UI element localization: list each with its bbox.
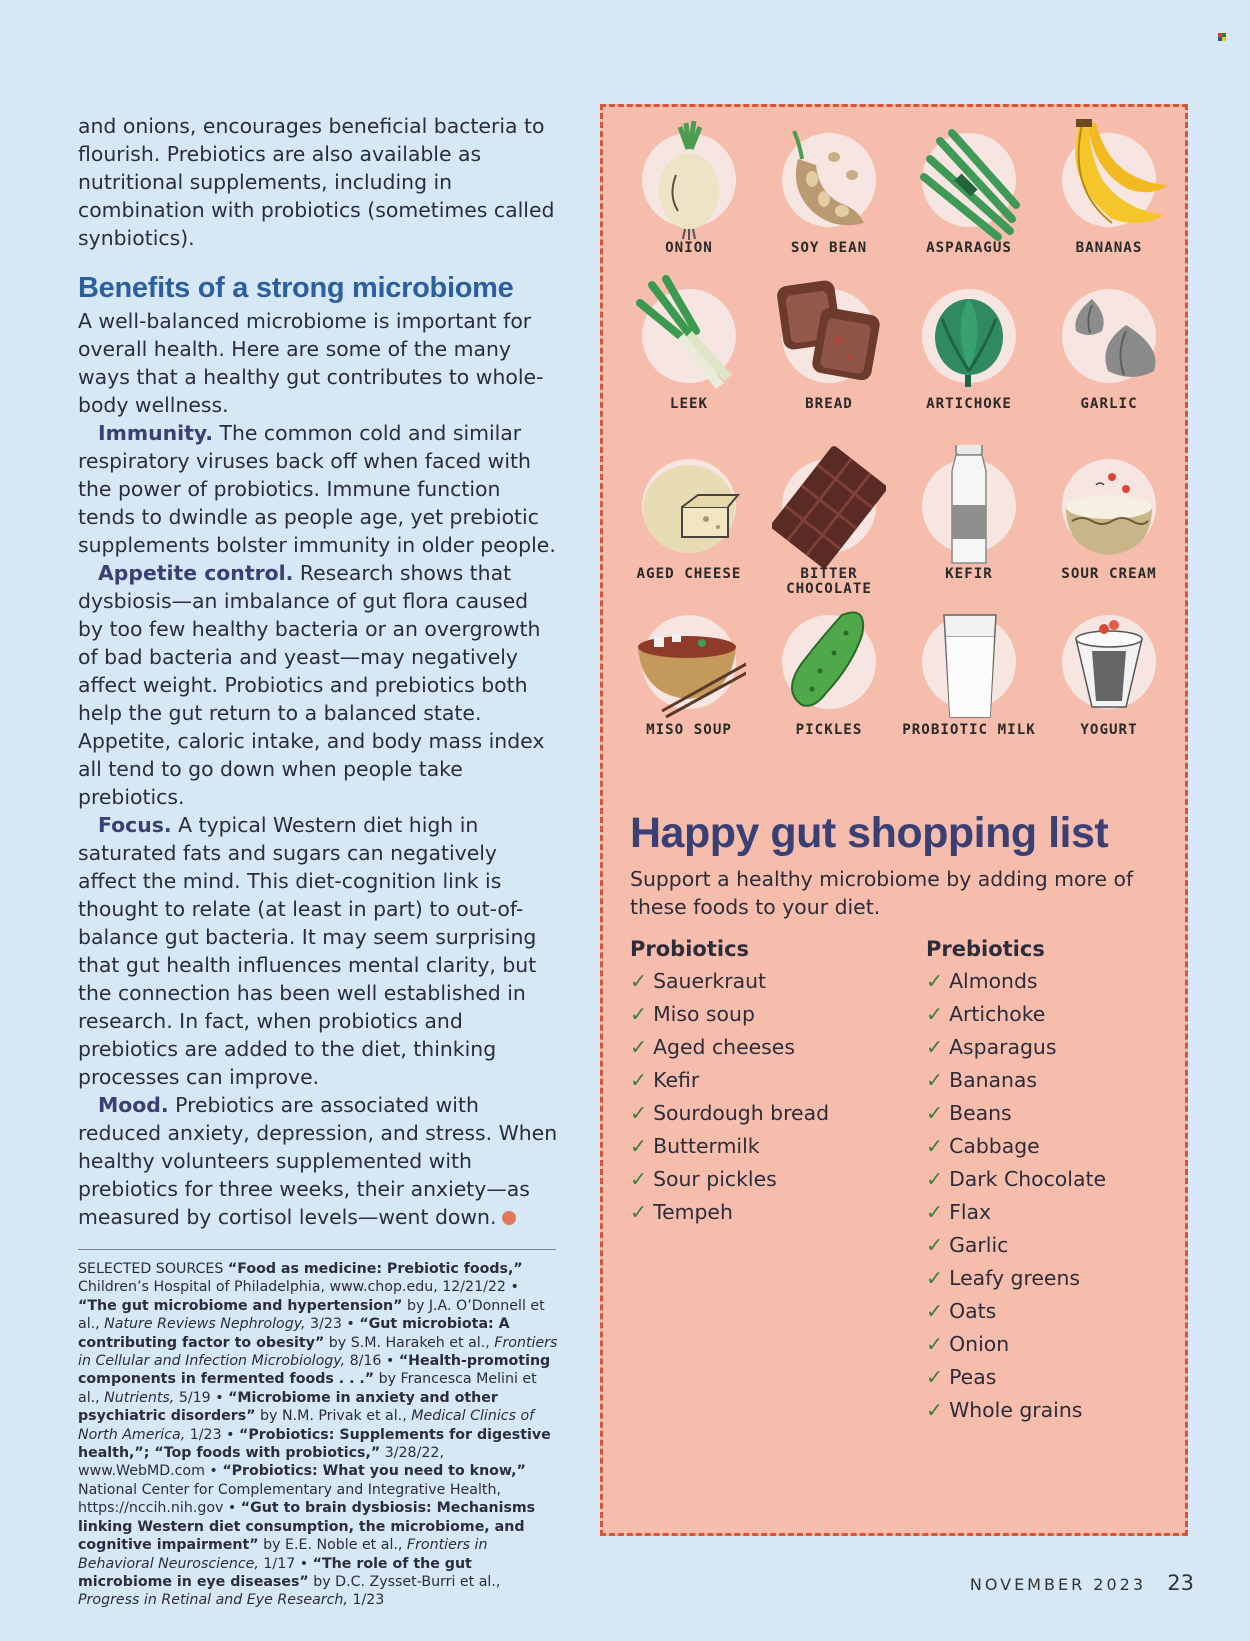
end-mark-icon [502, 1211, 516, 1225]
check-icon: ✓ [926, 1200, 944, 1224]
source-text: by E.E. Noble et al., [258, 1537, 407, 1554]
check-icon: ✓ [926, 1035, 944, 1059]
source-journal: Medical Clinics of North America, [78, 1408, 535, 1443]
source-journal: Frontiers in Cellular and Infection Microbiology, [78, 1334, 558, 1370]
source-text: by J.A. O’Donnell et al., [78, 1297, 545, 1333]
shopping-list-box [600, 104, 1188, 1536]
source-text: by Francesca Melini et al., [78, 1371, 537, 1406]
list-item-label: Cabbage [949, 1134, 1040, 1158]
list-item [630, 998, 829, 1031]
shopping-list-subtitle: Support a healthy microbiome by adding more of these foods to your diet. [630, 867, 1134, 919]
food-label: YOGURT [1080, 722, 1138, 738]
source-title: “Microbiome in anxiety and other psychiatric disorders” [78, 1389, 498, 1425]
shopping-list-title: Happy gut shopping list [630, 809, 1109, 857]
sources-label: SELECTED SOURCES [78, 1261, 228, 1277]
source-text: 3/23 • [305, 1316, 360, 1333]
list-item [926, 1196, 1106, 1229]
immunity-lead: Immunity. [98, 421, 214, 445]
source-title: “Probiotics: Supplements for digestive health,”; “Top foods with probiotics,” [78, 1426, 551, 1462]
mood-lead: Mood. [98, 1093, 169, 1117]
source-title: “The role of the gut microbiome in eye diseases” [78, 1555, 472, 1590]
list-item-label: Aged cheeses [653, 1035, 795, 1059]
kefir-icon [922, 459, 1016, 553]
check-icon: ✓ [926, 1266, 944, 1290]
leek-icon [642, 289, 736, 383]
food-item-artichoke [899, 289, 1039, 412]
food-label: ARTICHOKE [926, 396, 1012, 412]
source-text: 8/16 • [345, 1353, 399, 1370]
list-item [630, 1097, 829, 1130]
yogurt-icon [1062, 615, 1156, 709]
food-label: ASPARAGUS [926, 240, 1012, 256]
food-item-leek [619, 289, 759, 412]
list-item-label: Sauerkraut [653, 969, 766, 993]
food-label: BREAD [805, 396, 853, 412]
check-icon: ✓ [926, 1167, 944, 1191]
check-icon: ✓ [926, 1134, 944, 1158]
color-mark-icon [1218, 33, 1226, 41]
food-item-miso-soup [619, 615, 759, 738]
list-item [926, 1130, 1106, 1163]
appetite-text: Research shows that dysbiosis—an imbalance of gut flora caused by too few healthy bacteria or an overgrowth of bad bacteria and yeast—may negatively affect weight. Probiotics and prebiotics both help the gut return to a balanced state. Appetite, caloric intake, and body mass index all tend to go down when people take prebiotics. [78, 561, 545, 809]
list-item-label: Whole grains [949, 1398, 1083, 1422]
food-item-kefir [899, 459, 1039, 582]
source-text: by N.M. Privak et al., [255, 1408, 412, 1425]
food-label: AGED CHEESE [636, 566, 742, 582]
food-label: PROBIOTIC MILK [902, 722, 1036, 738]
list-item [630, 1196, 829, 1229]
source-text: 5/19 • [174, 1389, 229, 1406]
check-icon: ✓ [630, 1167, 648, 1191]
check-icon: ✓ [926, 1299, 944, 1323]
soy-bean-icon [782, 133, 876, 227]
asparagus-icon [922, 133, 1016, 227]
source-title: “Gut to brain dysbiosis: Mechanisms linking Western diet consumption, the microbiome, and cognitive impairment” [78, 1500, 536, 1554]
list-item [926, 998, 1106, 1031]
miso-soup-icon [642, 615, 736, 709]
list-item [926, 1361, 1106, 1394]
source-journal: Progress in Retinal and Eye Research, [78, 1592, 348, 1609]
food-item-probiotic-milk [899, 615, 1039, 738]
list-item [630, 1031, 829, 1064]
list-item [926, 965, 1106, 998]
list-item-label: Beans [949, 1101, 1012, 1125]
page-number: 23 [1167, 1571, 1194, 1595]
food-item-asparagus [899, 133, 1039, 256]
focus-paragraph [78, 811, 558, 1091]
food-label: ONION [665, 240, 713, 256]
list-item [926, 1262, 1106, 1295]
check-icon: ✓ [926, 1398, 944, 1422]
garlic-icon [1062, 289, 1156, 383]
food-label: BITTER CHOCOLATE [786, 566, 872, 597]
check-icon: ✓ [926, 1002, 944, 1026]
list-item [926, 1097, 1106, 1130]
list-item-label: Flax [949, 1200, 992, 1224]
source-text: Children’s Hospital of Philadelphia, www.chop.edu, 12/21/22 • [78, 1279, 519, 1296]
list-item [926, 1031, 1106, 1064]
immunity-paragraph [78, 419, 558, 559]
probiotics-column [630, 937, 829, 1229]
food-label: MISO SOUP [646, 722, 732, 738]
food-item-soy-bean [759, 133, 899, 256]
list-item [926, 1064, 1106, 1097]
selected-sources [78, 1260, 558, 1610]
list-item-label: Sourdough bread [653, 1101, 830, 1125]
check-icon: ✓ [630, 969, 648, 993]
list-item [926, 1295, 1106, 1328]
mood-paragraph [78, 1091, 558, 1231]
list-item-label: Sour pickles [653, 1167, 777, 1191]
source-journal: Nature Reviews Nephrology, [104, 1316, 306, 1333]
probiotics-list [630, 965, 829, 1229]
list-item-label: Onion [949, 1332, 1010, 1356]
source-title: “Gut microbiota: A contributing factor to obesity” [78, 1316, 510, 1351]
list-item-label: Oats [949, 1299, 997, 1323]
prebiotics-list [926, 965, 1106, 1427]
source-text: 3/28/22, www.WebMD.com • [78, 1445, 444, 1480]
source-journal: Frontiers in Behavioral Neuroscience, [78, 1537, 488, 1572]
list-item-label: Asparagus [949, 1035, 1057, 1059]
list-item-label: Peas [949, 1365, 997, 1389]
cheese-icon [642, 459, 736, 553]
list-item [630, 1064, 829, 1097]
source-text: National Center for Complementary and Integrative Health, https://nccih.nih.gov • [78, 1481, 501, 1517]
prebiotics-column [926, 937, 1106, 1427]
food-label: SOUR CREAM [1061, 566, 1157, 582]
list-item-label: Tempeh [653, 1200, 733, 1224]
immunity-text: The common cold and similar respiratory viruses back off when faced with the power of probiotics. Immune function tends to dwindle as people age, yet prebiotic supplements bolster immunity in older people. [78, 421, 556, 557]
check-icon: ✓ [630, 1002, 648, 1026]
food-item-bread [759, 289, 899, 412]
list-item-label: Leafy greens [949, 1266, 1081, 1290]
onion-icon [642, 133, 736, 227]
list-item [926, 1229, 1106, 1262]
check-icon: ✓ [926, 1233, 944, 1257]
source-text: 1/23 [347, 1592, 385, 1609]
check-icon: ✓ [630, 1134, 648, 1158]
benefits-paragraph: A well-balanced microbiome is important for overall health. Here are some of the many ways that a healthy gut contributes to whole-body wellness. [78, 309, 544, 417]
focus-text: A typical Western diet high in saturated fats and sugars can negatively affect the mind. This diet-cognition link is thought to relate (at least in part) to out-of-balance gut bacteria. It may seem surprising that gut health influences mental clarity, but the connection has been well established in research. In fact, when probiotics and prebiotics are added to the diet, thinking processes can improve. [78, 813, 537, 1089]
food-item-bananas [1039, 133, 1179, 256]
source-text: by D.C. Zysset-Burri et al., [308, 1573, 501, 1590]
source-title: “The gut microbiome and hypertension” [78, 1297, 403, 1314]
check-icon: ✓ [630, 1068, 648, 1092]
list-item-label: Almonds [949, 969, 1038, 993]
source-title: “Health-promoting components in fermented foods . . .” [78, 1353, 551, 1388]
source-text: 1/23 • [185, 1426, 239, 1443]
list-item [926, 1394, 1106, 1427]
check-icon: ✓ [630, 1200, 648, 1224]
food-item-onion [619, 133, 759, 256]
list-item-label: Dark Chocolate [949, 1167, 1106, 1191]
list-item-label: Garlic [949, 1233, 1009, 1257]
bananas-icon [1062, 133, 1156, 227]
probiotics-heading: Probiotics [630, 937, 750, 961]
food-label: BANANAS [1075, 240, 1143, 256]
milk-icon [922, 615, 1016, 709]
food-label: KEFIR [945, 566, 993, 582]
article-column [78, 112, 558, 1610]
intro-paragraph: and onions, encourages beneficial bacteria to flourish. Prebiotics are also available as nutritional supplements, including in combination with probiotics (sometimes called synbiotics). [78, 114, 555, 250]
check-icon: ✓ [630, 1035, 648, 1059]
food-label: GARLIC [1080, 396, 1138, 412]
divider [78, 1249, 556, 1250]
list-item [630, 1163, 829, 1196]
food-item-aged-cheese [619, 459, 759, 582]
food-label: PICKLES [795, 722, 863, 738]
list-item [926, 1163, 1106, 1196]
list-item [630, 965, 829, 998]
list-item [630, 1130, 829, 1163]
list-item-label: Buttermilk [653, 1134, 760, 1158]
source-journal: Nutrients, [104, 1389, 175, 1406]
chocolate-icon [782, 459, 876, 553]
section-heading: Benefits of a strong microbiome [78, 272, 514, 304]
list-item-label: Artichoke [949, 1002, 1046, 1026]
food-item-pickles [759, 615, 899, 738]
check-icon: ✓ [630, 1101, 648, 1125]
prebiotics-heading: Prebiotics [926, 937, 1045, 961]
check-icon: ✓ [926, 1332, 944, 1356]
sour-cream-icon [1062, 459, 1156, 553]
artichoke-icon [922, 289, 1016, 383]
bread-icon [782, 289, 876, 383]
check-icon: ✓ [926, 1101, 944, 1125]
check-icon: ✓ [926, 969, 944, 993]
source-text: 1/17 • [258, 1555, 313, 1572]
food-item-sour-cream [1039, 459, 1179, 582]
issue-date: NOVEMBER 2023 [969, 1575, 1146, 1594]
food-item-yogurt [1039, 615, 1179, 738]
appetite-lead: Appetite control. [98, 561, 294, 585]
food-item-bitter-chocolate [759, 459, 899, 597]
list-item [926, 1328, 1106, 1361]
focus-lead: Focus. [98, 813, 172, 837]
list-item-label: Miso soup [653, 1002, 755, 1026]
list-item-label: Kefir [653, 1068, 700, 1092]
source-title: “Food as medicine: Prebiotic foods,” [227, 1261, 523, 1277]
mood-text: Prebiotics are associated with reduced anxiety, depression, and stress. When healthy volunteers supplemented with prebiotics for three weeks, their anxiety—as measured by cortisol levels—went down. [78, 1093, 558, 1229]
food-item-garlic [1039, 289, 1179, 412]
check-icon: ✓ [926, 1365, 944, 1389]
food-label: LEEK [669, 396, 709, 412]
source-text: by S.M. Harakeh et al., [324, 1334, 495, 1351]
pickles-icon [782, 615, 876, 709]
food-label: SOY BEAN [790, 240, 868, 256]
appetite-paragraph [78, 559, 558, 811]
list-item-label: Bananas [949, 1068, 1038, 1092]
source-title: “Probiotics: What you need to know,” [222, 1463, 526, 1480]
check-icon: ✓ [926, 1068, 944, 1092]
